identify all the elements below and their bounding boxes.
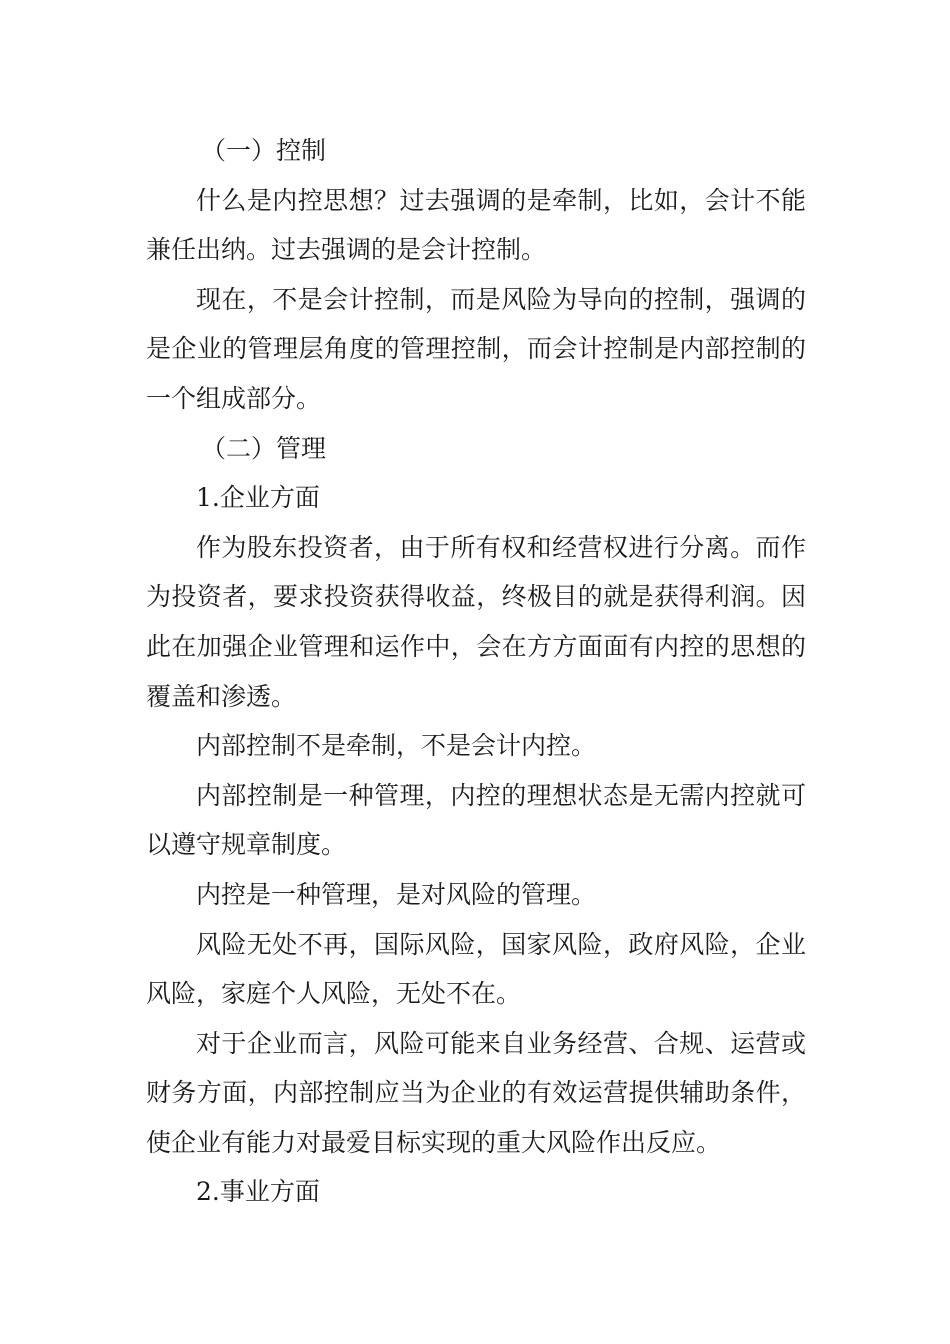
paragraph: 内控是一种管理，是对风险的管理。: [196, 879, 597, 909]
document-body: [146, 126, 806, 1217]
paragraph: 风险无处不再，国际风险，国家风险，政府风险，企业风险，家庭个人风险，无处不在。: [146, 929, 806, 1009]
paragraph: 现在，不是会计控制，而是风险为导向的控制，强调的是企业的管理层角度的管理控制，而会计控制是内部控制的一个组成部分。: [146, 284, 806, 413]
paragraph: 作为股东投资者，由于所有权和经营权进行分离。而作为投资者，要求投资获得收益，终极目的就是获得利润。因此在加强企业管理和运作中，会在方方面面有内控的思想的覆盖和渗透。: [146, 532, 806, 711]
paragraph: 什么是内控思想？过去强调的是牵制，比如，会计不能兼任出纳。过去强调的是会计控制。: [146, 185, 806, 265]
paragraph: 对于企业而言，风险可能来自业务经营、合规、运营或财务方面，内部控制应当为企业的有效运营提供辅助条件，使企业有能力对最爱目标实现的重大风险作出反应。: [146, 1028, 806, 1157]
section-heading-control: （一）控制: [201, 136, 327, 165]
paragraph: 内部控制不是牵制，不是会计内控。: [196, 731, 597, 761]
section-heading-management: （二）管理: [201, 433, 327, 463]
subsection-heading-public-institution: 2.事业方面: [196, 1177, 320, 1207]
subsection-heading-enterprise: 1.企业方面: [196, 483, 320, 513]
paragraph: 内部控制是一种管理，内控的理想状态是无需内控就可以遵守规章制度。: [146, 780, 806, 860]
